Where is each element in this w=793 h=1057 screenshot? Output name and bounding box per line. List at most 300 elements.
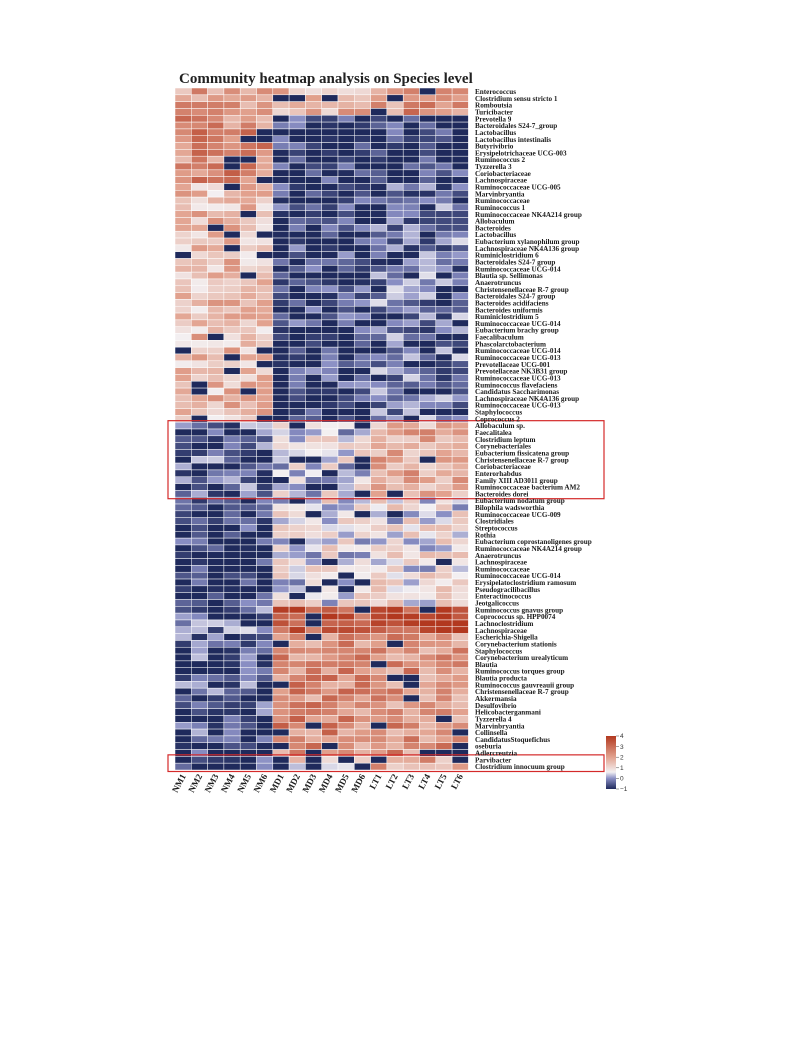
heatmap-cell xyxy=(338,368,354,375)
heatmap-cell xyxy=(420,238,436,245)
heatmap-cell xyxy=(289,190,305,197)
heatmap-cell xyxy=(191,545,207,552)
heatmap-cell xyxy=(175,218,191,225)
row-label: Coriobacteriaceae xyxy=(475,169,531,178)
row-label: Prevotellaceae NK3B31 group xyxy=(475,367,568,376)
heatmap-cell xyxy=(403,136,419,143)
heatmap-cell xyxy=(403,654,419,661)
heatmap-cell xyxy=(403,299,419,306)
heatmap-cell xyxy=(208,347,224,354)
heatmap-cell xyxy=(289,156,305,163)
heatmap-cell xyxy=(191,211,207,218)
heatmap-cell xyxy=(354,600,370,607)
heatmap-cell xyxy=(208,115,224,122)
heatmap-cell xyxy=(175,224,191,231)
heatmap-cell xyxy=(257,395,273,402)
heatmap-cell xyxy=(191,743,207,750)
heatmap-cell xyxy=(273,170,289,177)
row-label: Ruminococcaceae UCG-014 xyxy=(475,572,561,581)
heatmap-cell xyxy=(338,170,354,177)
heatmap-cell xyxy=(420,197,436,204)
heatmap-cell xyxy=(371,484,387,491)
heatmap-cell xyxy=(354,436,370,443)
heatmap-cell xyxy=(436,361,452,368)
heatmap-cell xyxy=(387,381,403,388)
row-label: Allobaculum sp. xyxy=(475,422,525,431)
heatmap-cell xyxy=(322,545,338,552)
heatmap-cell xyxy=(452,211,468,218)
heatmap-cell xyxy=(403,504,419,511)
heatmap-cell xyxy=(371,286,387,293)
heatmap-cell xyxy=(273,627,289,634)
heatmap-cell xyxy=(354,190,370,197)
heatmap-cell xyxy=(371,709,387,716)
heatmap-cell xyxy=(436,320,452,327)
heatmap-cell xyxy=(175,681,191,688)
heatmap-cell xyxy=(224,654,240,661)
heatmap-cell xyxy=(387,763,403,770)
heatmap-cell xyxy=(289,272,305,279)
heatmap-cell xyxy=(338,177,354,184)
heatmap-cell xyxy=(289,675,305,682)
heatmap-cell xyxy=(240,149,256,156)
heatmap-cell xyxy=(371,279,387,286)
heatmap-cell xyxy=(240,449,256,456)
heatmap-cell xyxy=(420,613,436,620)
heatmap-cell xyxy=(289,388,305,395)
heatmap-cell xyxy=(305,661,321,668)
heatmap-cell xyxy=(371,756,387,763)
row-label: Candidatus Saccharimonas xyxy=(475,388,560,397)
heatmap-cell xyxy=(208,477,224,484)
heatmap-cell xyxy=(387,115,403,122)
column-label: NM1 xyxy=(169,772,188,795)
heatmap-cell xyxy=(387,511,403,518)
row-label: Ruminococcaceae UCG-013 xyxy=(475,401,561,410)
heatmap-cell xyxy=(403,429,419,436)
heatmap-cell xyxy=(240,511,256,518)
heatmap-cell xyxy=(420,156,436,163)
heatmap-cell xyxy=(354,647,370,654)
heatmap-cell xyxy=(273,334,289,341)
heatmap-cell xyxy=(354,545,370,552)
heatmap-cell xyxy=(224,531,240,538)
heatmap-cell xyxy=(420,395,436,402)
heatmap-cell xyxy=(273,313,289,320)
heatmap-cell xyxy=(224,559,240,566)
heatmap-cell xyxy=(452,702,468,709)
heatmap-cell xyxy=(175,620,191,627)
heatmap-cell xyxy=(305,95,321,102)
heatmap-cell xyxy=(289,722,305,729)
heatmap-cell xyxy=(322,586,338,593)
heatmap-cell xyxy=(208,490,224,497)
heatmap-cell xyxy=(175,668,191,675)
heatmap-cell xyxy=(338,436,354,443)
heatmap-cell xyxy=(338,129,354,136)
heatmap-cell xyxy=(452,545,468,552)
heatmap-cell xyxy=(387,88,403,95)
heatmap-cell xyxy=(257,334,273,341)
heatmap-cell xyxy=(305,402,321,409)
heatmap-cell xyxy=(273,395,289,402)
heatmap-cell xyxy=(452,422,468,429)
heatmap-cell xyxy=(420,736,436,743)
heatmap-cell xyxy=(354,586,370,593)
heatmap-cell xyxy=(208,163,224,170)
heatmap-cell xyxy=(257,756,273,763)
heatmap-cell xyxy=(273,190,289,197)
heatmap-cell xyxy=(175,129,191,136)
heatmap-cell xyxy=(403,381,419,388)
heatmap-cell xyxy=(371,347,387,354)
heatmap-cell xyxy=(354,572,370,579)
heatmap-cell xyxy=(305,484,321,491)
heatmap-cell xyxy=(387,149,403,156)
heatmap-cell xyxy=(305,299,321,306)
heatmap-cell xyxy=(224,477,240,484)
heatmap-cell xyxy=(240,327,256,334)
heatmap-cell xyxy=(420,449,436,456)
heatmap-cell xyxy=(452,613,468,620)
heatmap-cell xyxy=(175,606,191,613)
heatmap-cell xyxy=(257,695,273,702)
heatmap-cell xyxy=(224,681,240,688)
heatmap-cell xyxy=(403,129,419,136)
heatmap-cell xyxy=(273,163,289,170)
heatmap-cell xyxy=(387,122,403,129)
heatmap-cell xyxy=(240,115,256,122)
heatmap-cell xyxy=(322,156,338,163)
heatmap-cell xyxy=(240,88,256,95)
heatmap-cell xyxy=(387,163,403,170)
heatmap-cell xyxy=(338,552,354,559)
heatmap-cell xyxy=(191,634,207,641)
row-label: Christensenellaceae R-7 group xyxy=(475,688,569,697)
heatmap-cell xyxy=(452,675,468,682)
heatmap-cell xyxy=(257,722,273,729)
heatmap-cell xyxy=(338,743,354,750)
heatmap-cell xyxy=(322,102,338,109)
heatmap-cell xyxy=(175,286,191,293)
heatmap-cell xyxy=(208,484,224,491)
heatmap-cell xyxy=(322,224,338,231)
heatmap-cell xyxy=(322,265,338,272)
heatmap-cell xyxy=(191,149,207,156)
heatmap-cell xyxy=(420,586,436,593)
heatmap-cell xyxy=(338,538,354,545)
row-label: Prevotellaceae UCG-001 xyxy=(475,360,551,369)
heatmap-cell xyxy=(208,231,224,238)
heatmap-cell xyxy=(403,463,419,470)
heatmap-cell xyxy=(273,709,289,716)
heatmap-cell xyxy=(387,306,403,313)
heatmap-cell xyxy=(387,565,403,572)
heatmap-cell xyxy=(289,149,305,156)
heatmap-cell xyxy=(322,361,338,368)
heatmap-cell xyxy=(273,231,289,238)
heatmap-cell xyxy=(387,668,403,675)
heatmap-cell xyxy=(338,531,354,538)
heatmap-cell xyxy=(387,743,403,750)
heatmap-cell xyxy=(436,102,452,109)
heatmap-cell xyxy=(224,402,240,409)
heatmap-cell xyxy=(208,293,224,300)
heatmap-cell xyxy=(452,149,468,156)
heatmap-cell xyxy=(289,361,305,368)
heatmap-cell xyxy=(224,545,240,552)
heatmap-cell xyxy=(273,661,289,668)
heatmap-cell xyxy=(403,647,419,654)
heatmap-cell xyxy=(338,320,354,327)
heatmap-cell xyxy=(208,238,224,245)
heatmap-cell xyxy=(322,668,338,675)
heatmap-cell xyxy=(289,647,305,654)
heatmap-cell xyxy=(403,259,419,266)
heatmap-cell xyxy=(354,470,370,477)
row-label: Bacteroidales S24-7_group xyxy=(475,122,558,131)
heatmap-cell xyxy=(305,409,321,416)
heatmap-cell xyxy=(403,279,419,286)
heatmap-cell xyxy=(403,743,419,750)
heatmap-cell xyxy=(289,504,305,511)
heatmap-cell xyxy=(354,354,370,361)
heatmap-cell xyxy=(240,293,256,300)
heatmap-cell xyxy=(257,436,273,443)
heatmap-cell xyxy=(208,259,224,266)
row-label: Bacteroides acidifaciens xyxy=(475,299,549,308)
heatmap-cell xyxy=(240,675,256,682)
heatmap-cell xyxy=(305,183,321,190)
heatmap-cell xyxy=(322,204,338,211)
heatmap-cell xyxy=(208,429,224,436)
heatmap-cell xyxy=(322,368,338,375)
heatmap-cell xyxy=(175,272,191,279)
heatmap-cell xyxy=(338,429,354,436)
heatmap-cell xyxy=(305,143,321,150)
row-label: Erysipelotrichaceae UCG-003 xyxy=(475,149,567,158)
heatmap-cell xyxy=(387,593,403,600)
heatmap-cell xyxy=(208,436,224,443)
heatmap-cell xyxy=(338,354,354,361)
heatmap-cell xyxy=(224,293,240,300)
heatmap-cell xyxy=(240,606,256,613)
heatmap-cell xyxy=(436,395,452,402)
heatmap-cell xyxy=(224,252,240,259)
heatmap-cell xyxy=(208,661,224,668)
heatmap-cell xyxy=(257,177,273,184)
heatmap-cell xyxy=(257,409,273,416)
heatmap-cell xyxy=(289,299,305,306)
heatmap-cell xyxy=(436,756,452,763)
heatmap-cell xyxy=(436,606,452,613)
row-label: Lachnospiraceae NK4A136 group xyxy=(475,244,580,253)
heatmap-cell xyxy=(436,559,452,566)
heatmap-cell xyxy=(338,518,354,525)
heatmap-cell xyxy=(338,647,354,654)
heatmap-cell xyxy=(403,600,419,607)
heatmap-cell xyxy=(403,231,419,238)
heatmap-cell xyxy=(289,334,305,341)
heatmap-cell xyxy=(436,661,452,668)
heatmap-cell xyxy=(322,306,338,313)
heatmap-cell xyxy=(240,368,256,375)
heatmap-cell xyxy=(387,661,403,668)
heatmap-cell xyxy=(289,231,305,238)
heatmap-cell xyxy=(403,640,419,647)
heatmap-cell xyxy=(208,245,224,252)
heatmap-cell xyxy=(257,545,273,552)
heatmap-cell xyxy=(175,149,191,156)
heatmap-cell xyxy=(387,388,403,395)
heatmap-cell xyxy=(452,511,468,518)
row-label: Corynebacterium urealyticum xyxy=(475,654,569,663)
heatmap-cell xyxy=(322,190,338,197)
heatmap-cell xyxy=(305,586,321,593)
heatmap-cell xyxy=(224,572,240,579)
heatmap-cell xyxy=(420,443,436,450)
heatmap-cell xyxy=(403,252,419,259)
heatmap-cell xyxy=(208,108,224,115)
heatmap-cell xyxy=(240,313,256,320)
heatmap-cell xyxy=(354,620,370,627)
heatmap-cell xyxy=(289,136,305,143)
heatmap-cell xyxy=(305,122,321,129)
heatmap-cell xyxy=(387,620,403,627)
row-label: Bacteroidales S24-7 group xyxy=(475,258,556,267)
heatmap-cell xyxy=(257,320,273,327)
heatmap-cell xyxy=(338,286,354,293)
heatmap-cell xyxy=(354,177,370,184)
heatmap-cell xyxy=(175,374,191,381)
heatmap-cell xyxy=(371,443,387,450)
heatmap-cell xyxy=(354,197,370,204)
heatmap-cell xyxy=(403,524,419,531)
heatmap-cell xyxy=(191,681,207,688)
heatmap-cell xyxy=(338,511,354,518)
heatmap-cell xyxy=(338,654,354,661)
heatmap-cell xyxy=(338,559,354,566)
heatmap-cell xyxy=(224,122,240,129)
legend-tick-label: 4 xyxy=(620,733,624,741)
heatmap-cell xyxy=(208,518,224,525)
heatmap-cell xyxy=(273,95,289,102)
heatmap-cell xyxy=(208,361,224,368)
heatmap-cell xyxy=(420,463,436,470)
heatmap-cell xyxy=(354,129,370,136)
heatmap-cell xyxy=(305,340,321,347)
heatmap-cell xyxy=(273,252,289,259)
heatmap-cell xyxy=(371,245,387,252)
heatmap-cell xyxy=(240,518,256,525)
heatmap-cell xyxy=(371,640,387,647)
heatmap-cell xyxy=(175,559,191,566)
heatmap-cell xyxy=(191,334,207,341)
heatmap-cell xyxy=(436,211,452,218)
heatmap-cell xyxy=(289,218,305,225)
heatmap-cell xyxy=(289,668,305,675)
heatmap-cell xyxy=(305,709,321,716)
heatmap-cell xyxy=(371,293,387,300)
heatmap-cell xyxy=(208,470,224,477)
heatmap-cell xyxy=(273,470,289,477)
heatmap-cell xyxy=(354,729,370,736)
heatmap-cell xyxy=(420,531,436,538)
heatmap-cell xyxy=(322,511,338,518)
row-label: Blautia sp. Sellimonas xyxy=(475,272,543,281)
heatmap-cell xyxy=(289,286,305,293)
heatmap-cell xyxy=(420,313,436,320)
heatmap-cell xyxy=(305,634,321,641)
heatmap-cell xyxy=(305,320,321,327)
heatmap-cell xyxy=(305,620,321,627)
heatmap-cell xyxy=(257,681,273,688)
heatmap-cell xyxy=(420,600,436,607)
heatmap-cell xyxy=(322,211,338,218)
heatmap-cell xyxy=(436,729,452,736)
row-label: Coriobacteriaceae xyxy=(475,463,531,472)
heatmap-cell xyxy=(240,715,256,722)
heatmap-cell xyxy=(403,586,419,593)
row-labels xyxy=(475,88,592,771)
heatmap-cell xyxy=(257,504,273,511)
heatmap-cell xyxy=(208,565,224,572)
heatmap-cell xyxy=(240,402,256,409)
heatmap-cell xyxy=(289,600,305,607)
heatmap-cell xyxy=(208,368,224,375)
heatmap-cell xyxy=(420,211,436,218)
heatmap-cell xyxy=(273,484,289,491)
row-label: Desulfovibrio xyxy=(475,701,517,710)
heatmap-cell xyxy=(322,565,338,572)
heatmap-cell xyxy=(224,695,240,702)
heatmap-cell xyxy=(354,347,370,354)
row-label: Ruminococcaceae xyxy=(475,565,530,574)
heatmap-cell xyxy=(191,347,207,354)
heatmap-cell xyxy=(452,593,468,600)
heatmap-cell xyxy=(387,715,403,722)
heatmap-cell xyxy=(273,743,289,750)
heatmap-cell xyxy=(191,190,207,197)
row-label: Akkermansia xyxy=(475,695,517,703)
heatmap-cell xyxy=(436,340,452,347)
heatmap-cell xyxy=(240,170,256,177)
heatmap-cell xyxy=(371,477,387,484)
heatmap-cell xyxy=(240,436,256,443)
heatmap-cell xyxy=(420,552,436,559)
heatmap-cell xyxy=(354,224,370,231)
heatmap-cell xyxy=(175,334,191,341)
heatmap-cell xyxy=(289,211,305,218)
heatmap-cell xyxy=(305,327,321,334)
heatmap-cell xyxy=(338,606,354,613)
heatmap-cell xyxy=(436,204,452,211)
heatmap-cell xyxy=(273,654,289,661)
heatmap-cell xyxy=(273,347,289,354)
heatmap-cell xyxy=(403,470,419,477)
heatmap-cell xyxy=(289,586,305,593)
heatmap-cell xyxy=(371,572,387,579)
heatmap-cell xyxy=(240,722,256,729)
heatmap-cell xyxy=(240,156,256,163)
heatmap-cell xyxy=(371,354,387,361)
heatmap-cell xyxy=(452,688,468,695)
heatmap-cell xyxy=(338,709,354,716)
heatmap-cell xyxy=(338,190,354,197)
heatmap-cell xyxy=(452,634,468,641)
heatmap-cell xyxy=(403,354,419,361)
heatmap-cell xyxy=(403,395,419,402)
